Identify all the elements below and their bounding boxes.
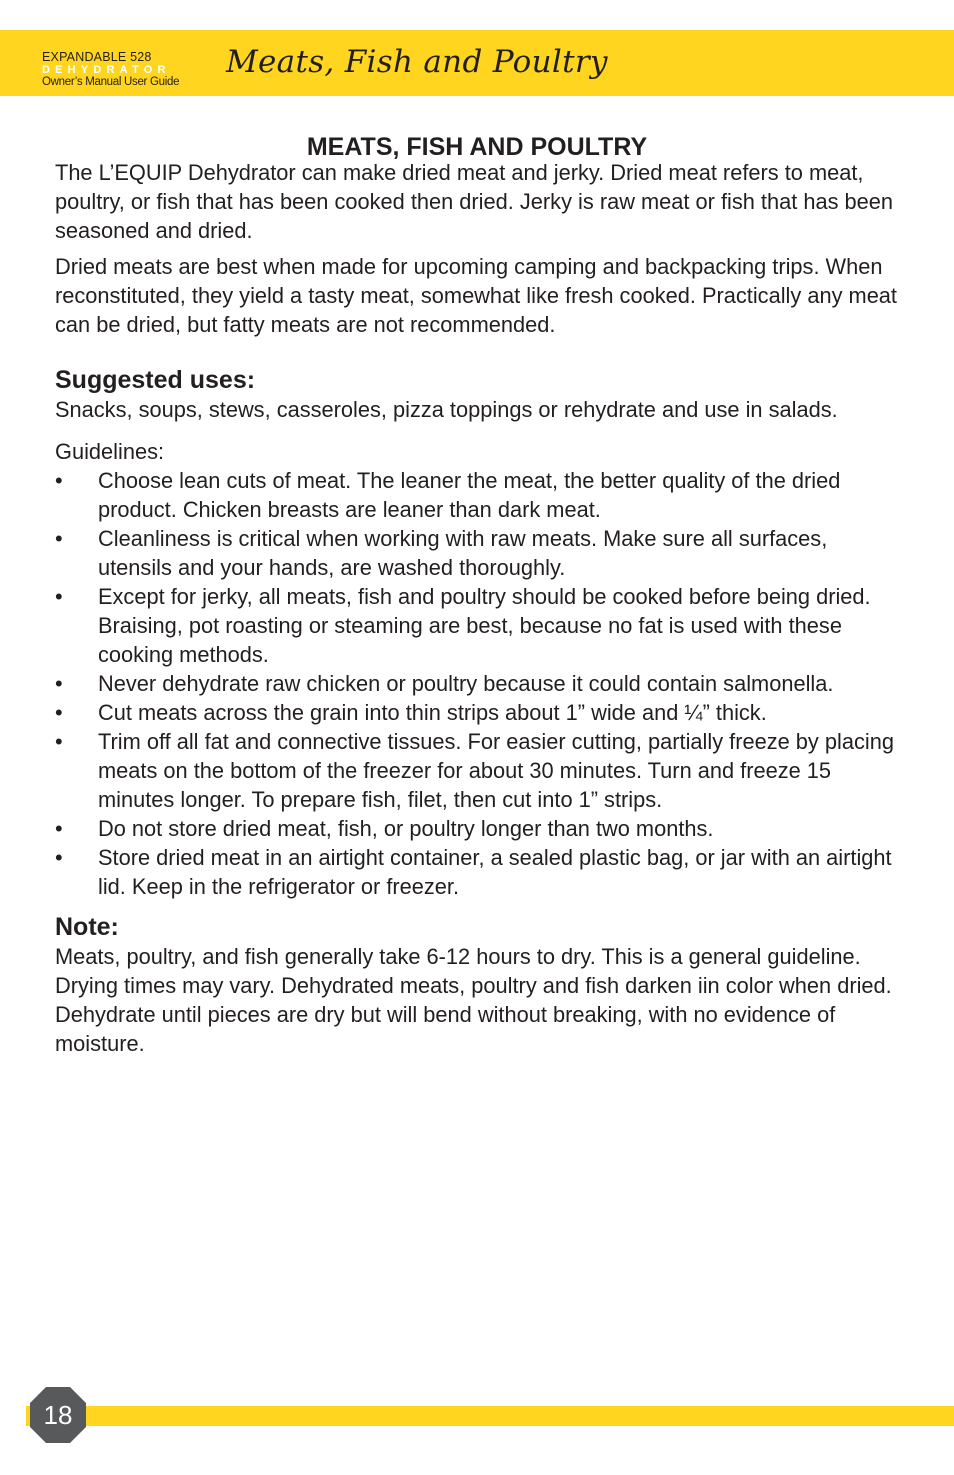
guideline-text: Store dried meat in an airtight container, a sealed plastic bag, or jar with an airtight lid. Keep in the refrigerator or freezer. [98,845,892,899]
guideline-text: Cleanliness is critical when working with raw meats. Make sure all surfaces, utensils and your hands, are washed thoroughly. [98,526,828,580]
bullet: • [55,671,63,696]
guideline-item [55,727,900,814]
guideline-text: Except for jerky, all meats, fish and poultry should be cooked before being dried. Braising, pot roasting or steaming are best, because no fat is used with these cooking methods. [98,584,871,667]
guideline-item [55,466,900,524]
bullet: • [55,468,63,493]
guideline-item [55,669,900,698]
main-content [55,158,900,1065]
guideline-item [55,582,900,669]
guideline-text: Cut meats across the grain into thin strips about 1” wide and ¼” thick. [98,700,767,725]
footer-band [26,1406,954,1426]
guideline-item [55,843,900,901]
bullet: • [55,816,63,841]
intro-paragraph: Dried meats are best when made for upcoming camping and backpacking trips. When reconstituted, they yield a tasty meat, somewhat like fresh cooked. Practically any meat can be dried, but fatty meats are not recommended. [55,254,897,337]
guideline-text: Do not store dried meat, fish, or poultry longer than two months. [98,816,714,841]
bullet: • [55,729,63,754]
guidelines-label: Guidelines: [55,439,165,464]
guidelines-list [55,466,900,901]
guideline-text: Never dehydrate raw chicken or poultry because it could contain salmonella. [98,671,834,696]
guideline-text: Trim off all fat and connective tissues. For easier cutting, partially freeze by placing meats on the bottom of the freezer for about 30 minutes. Turn and freeze 15 minutes longer. To prepare fish, filet, then cut into 1” strips. [98,729,894,812]
bullet: • [55,584,63,609]
note-text: Meats, poultry, and fish generally take 6-12 hours to dry. This is a general guideline. Drying times may vary. Dehydrated meats, poultry and fish darken iin color when dried. Dehydrate until pieces are dry but will bend without breaking, with no evidence of moisture. [55,944,892,1056]
guideline-text: Choose lean cuts of meat. The leaner the meat, the better quality of the dried product. Chicken breasts are leaner than dark meat. [98,468,841,522]
guideline-item [55,524,900,582]
intro-paragraph: The L’EQUIP Dehydrator can make dried meat and jerky. Dried meat refers to meat, poultry, or fish that has been cooked then dried. Jerky is raw meat or fish that has been seasoned and dried. [55,160,894,243]
suggested-uses-heading: Suggested uses: [55,366,256,394]
page-number: 18 [43,1400,73,1430]
guideline-item [55,698,900,727]
brand-logo [42,51,179,88]
brand-model: EXPANDABLE 528 [42,50,152,64]
guideline-item [55,814,900,843]
suggested-uses-text: Snacks, soups, stews, casseroles, pizza toppings or rehydrate and use in salads. [55,397,838,422]
page-title: MEATS, FISH AND POULTRY [306,132,648,161]
brand-subtitle: Owner’s Manual User Guide [42,75,180,88]
brand-product: DEHYDRATOR [42,63,171,76]
bullet: • [55,845,63,870]
page-number-badge [30,1387,86,1443]
section-title: Meats, Fish and Poultry [226,44,608,80]
bullet: • [55,700,63,725]
note-heading: Note: [55,913,119,941]
bullet: • [55,526,63,551]
